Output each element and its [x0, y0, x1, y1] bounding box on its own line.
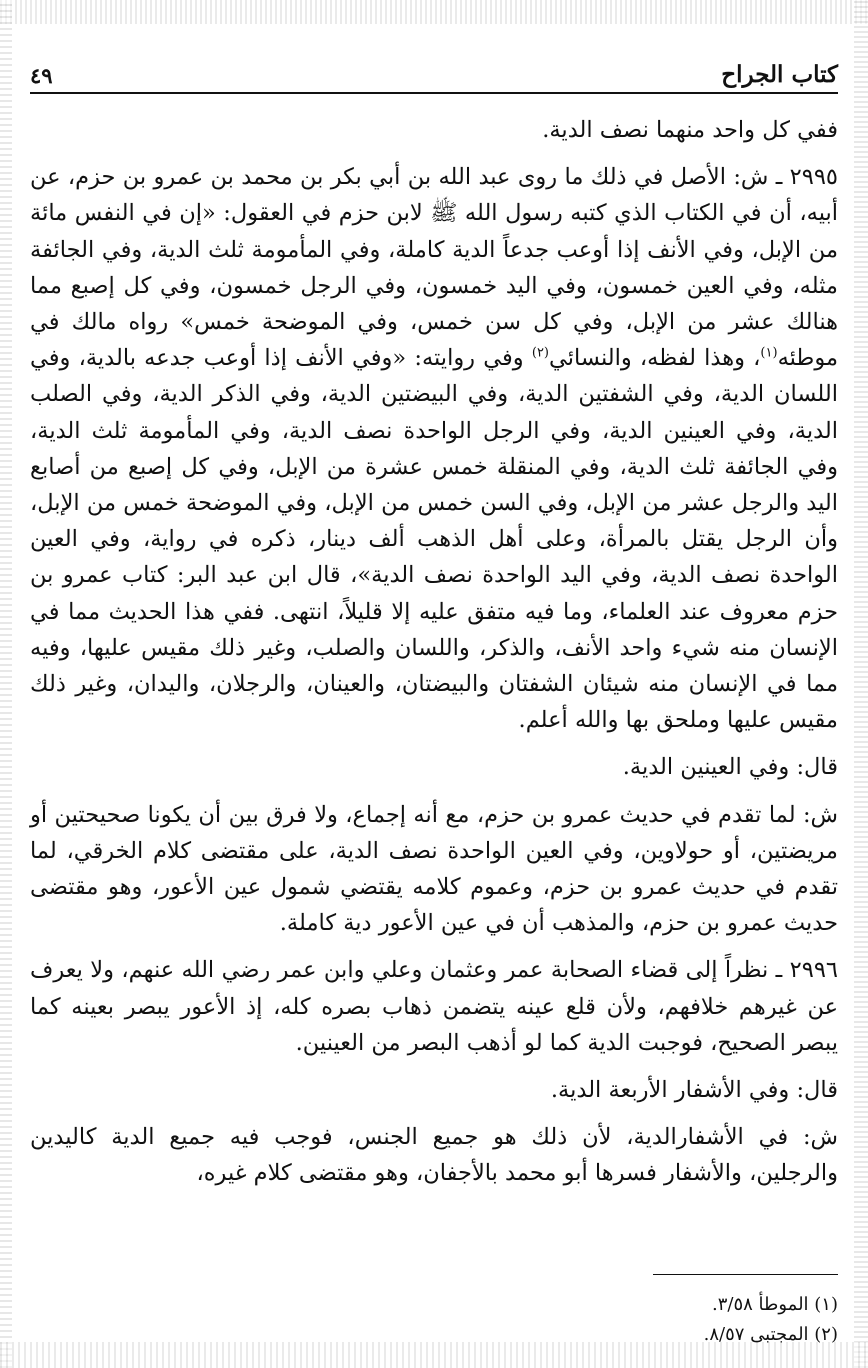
footnotes [30, 1290, 838, 1350]
scan-edge-top [0, 0, 868, 24]
page-number: ٤٩ [30, 63, 53, 88]
paragraph-1: ففي كل واحد منهما نصف الدية. [542, 117, 838, 143]
scan-edge-left [0, 0, 12, 1368]
chapter-title: كتاب الجراح [721, 61, 838, 88]
paragraph-2-part-2: ، وهذا لفظه، والنسائي [549, 345, 761, 372]
paragraph-5: ٢٩٩٦ ـ نظراً إلى قضاء الصحابة عمر وعثمان وعلي وابن عمر رضي الله عنهم، ولا يعرف عن غيرهم خلافهم، ولأن قلع عينه يتضمن ذهاب بصره كله، إذ الأعور يبصر بعينه كما يبصر الصحيح، فوجبت الدية كما لو أذهب البصر من العينين. [30, 957, 838, 1056]
footnote-1: (١) الموطأ ٣/٥٨. [712, 1294, 838, 1315]
paragraph-2 [30, 159, 838, 738]
running-header [30, 56, 838, 94]
footnote-ref-1[interactable]: (١) [760, 345, 778, 361]
paragraph-6: قال: وفي الأشفار الأربعة الدية. [550, 1077, 838, 1104]
main-text [30, 112, 838, 1203]
paragraph-2-part-1: ٢٩٩٥ ـ ش: الأصل في ذلك ما روى عبد الله بن أبي بكر بن محمد بن عمرو بن حزم، عن أبيه، أن في الكتاب الذي كتبه رسول الله ﷺ لابن حزم في العقول: «إن في النفس مائة من الإبل، وفي الأنف إذا أوعب جدعاً الدية كاملة، وفي المأمومة ثلث الدية، وفي الجائفة مثله، وفي العين خمسون، وفي اليد خمسون، وفي الرجل خمسون، وفي كل إصبع مما هنالك عشر من الإبل، وفي كل سن خمس، وفي الموضحة خمس» رواه مالك في موطئه [30, 164, 838, 372]
footnote-divider [653, 1274, 838, 1275]
paragraph-4: ش: لما تقدم في حديث عمرو بن حزم، مع أنه إجماع، ولا فرق بين أن يكونا صحيحتين أو مريضتين، أو حولاوين، وفي العين الواحدة نصف الدية، على مقتضى كلام الخرقي، لما تقدم في حديث عمرو بن حزم، وعموم كلامه يقتضي شمول عين الأعور، وهو مقتضى حديث عمرو بن حزم، والمذهب أن في عين الأعور دية كاملة. [30, 801, 838, 937]
footnote-ref-2[interactable]: (٢) [531, 345, 549, 361]
footnote-2: (٢) المجتبى ٨/٥٧. [703, 1324, 838, 1345]
paragraph-7: ش: في الأشفارالدية، لأن ذلك هو جميع الجنس، فوجب فيه جميع الدية كاليدين والرجلين، والأشفار فسرها أبو محمد بالأجفان، وهو مقتضى كلام غيره، [30, 1124, 838, 1187]
paragraph-3: قال: وفي العينين الدية. [622, 754, 838, 781]
paragraph-2-part-3: وفي روايته: «وفي الأنف إذا أوعب جدعه بالدية، وفي اللسان الدية، وفي الشفتين الدية، وفي البيضتين الدية، وفي الذكر الدية، وفي الصلب الدية، وفي العينين الدية، وفي الرجل الواحدة نصف الدية، وفي المأمومة ثلث الدية، وفي الجائفة ثلث الدية، وفي المنقلة خمس عشرة من الإبل، وفي كل إصبع من أصابع اليد والرجل عشر من الإبل، وفي السن خمس من الإبل، وفي الموضحة خمس من الإبل، وأن الرجل يقتل بالمرأة، وعلى أهل الذهب ألف دينار، ذكره في رواية، وفي العين الواحدة نصف الدية، وفي اليد الواحدة نصف الدية»، قال ابن عبد البر: كتاب عمرو بن حزم معروف عند العلماء، وما فيه متفق عليه إلا قليلاً، انتهى. ففي هذا الحديث مما في الإنسان منه شيء واحد الأنف، والذكر، واللسان والصلب، وغير ذلك مقيس عليها، وفيه مما في الإنسان منه شيئان الشفتان والبيضتان، والعينان، والرجلان، واليدان، وغير ذلك مقيس عليها وملحق بها والله أعلم. [30, 345, 838, 734]
scan-edge-right [854, 0, 868, 1368]
